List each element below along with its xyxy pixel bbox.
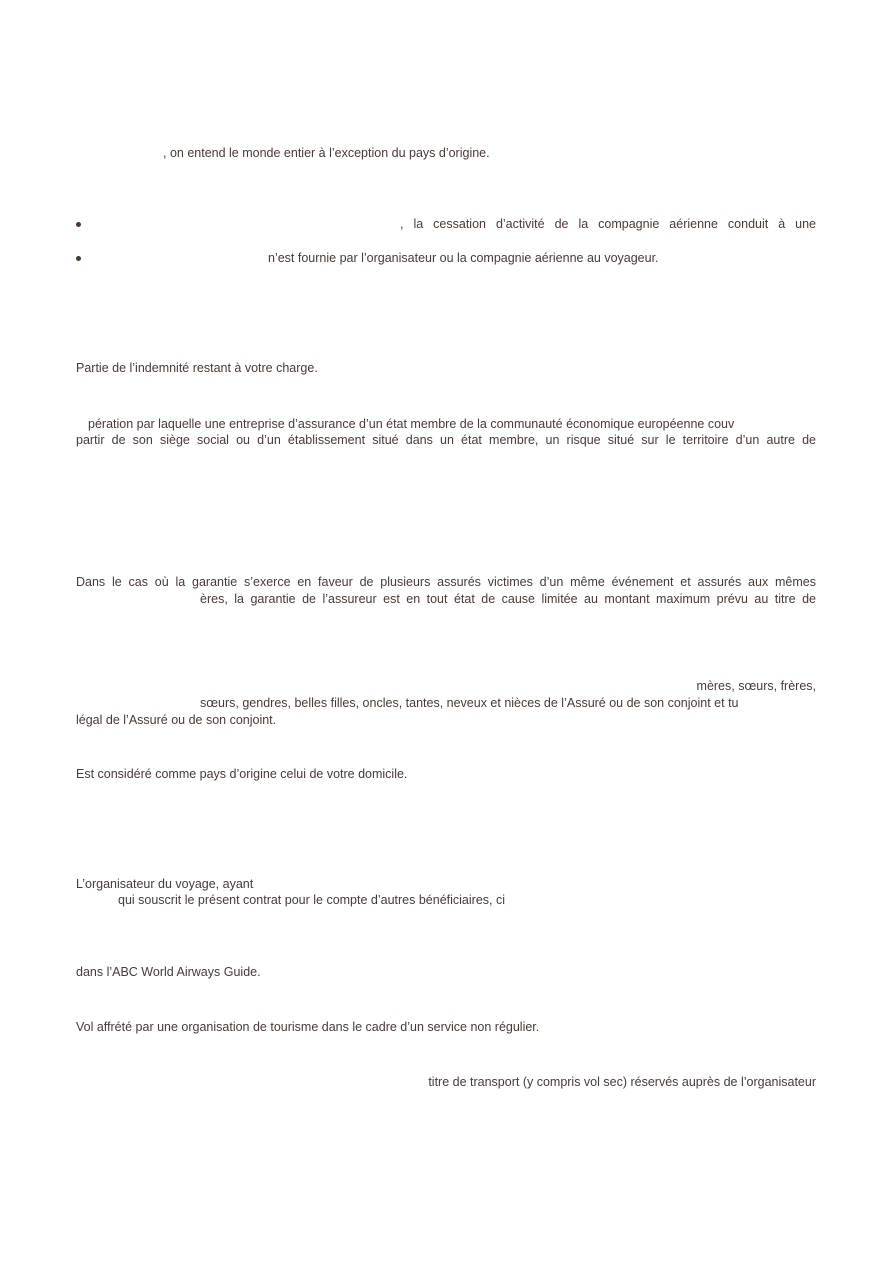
text-airline-cessation: , la cessation d’activité de la compagnie aérienne conduit à une bbox=[400, 217, 816, 231]
text-charter-flight: Vol affrété par une organisation de tourisme dans le cadre d’un service non régulier. bbox=[76, 1020, 540, 1034]
text-lps-line-1: pération par laquelle une entreprise d’assurance d’un état membre de la communauté économique européenne couv bbox=[88, 417, 735, 431]
text-origin-country: Est considéré comme pays d’origine celui de votre domicile. bbox=[76, 767, 408, 781]
bullet-icon bbox=[76, 222, 81, 227]
text-subscriber-line-1: L’organisateur du voyage, ayant bbox=[76, 877, 254, 891]
text-limit-line-2: ères, la garantie de l’assureur est en tout état de cause limitée au montant maximum prévu au titre de bbox=[200, 592, 816, 606]
text-abc-guide: dans l’ABC World Airways Guide. bbox=[76, 965, 261, 979]
text-no-service-provided: n’est fournie par l’organisateur ou la compagnie aérienne au voyageur. bbox=[268, 251, 659, 265]
text-family-line-3: légal de l’Assuré ou de son conjoint. bbox=[76, 713, 277, 727]
text-family-line-1: mères, sœurs, frères, bbox=[696, 679, 816, 693]
text-lps-line-2: partir de son siège social ou d’un établissement situé dans un état membre, un risque situé sur le territoire d’un autre de bbox=[76, 433, 816, 447]
text-franchise-definition: Partie de l’indemnité restant à votre charge. bbox=[76, 361, 318, 375]
text-subscriber-line-2: qui souscrit le présent contrat pour le compte d’autres bénéficiaires, ci bbox=[118, 893, 505, 907]
text-world-definition: , on entend le monde entier à l’exception du pays d’origine. bbox=[163, 146, 490, 160]
bullet-icon bbox=[76, 256, 81, 261]
text-transport-ticket: titre de transport (y compris vol sec) réservés auprès de l’organisateur bbox=[428, 1075, 816, 1089]
text-family-line-2: sœurs, gendres, belles filles, oncles, tantes, neveux et nièces de l’Assuré ou de son conjoint et tu bbox=[200, 696, 739, 710]
text-limit-line-1: Dans le cas où la garantie s’exerce en faveur de plusieurs assurés victimes d’un même événement et assurés aux mêmes bbox=[76, 575, 816, 589]
